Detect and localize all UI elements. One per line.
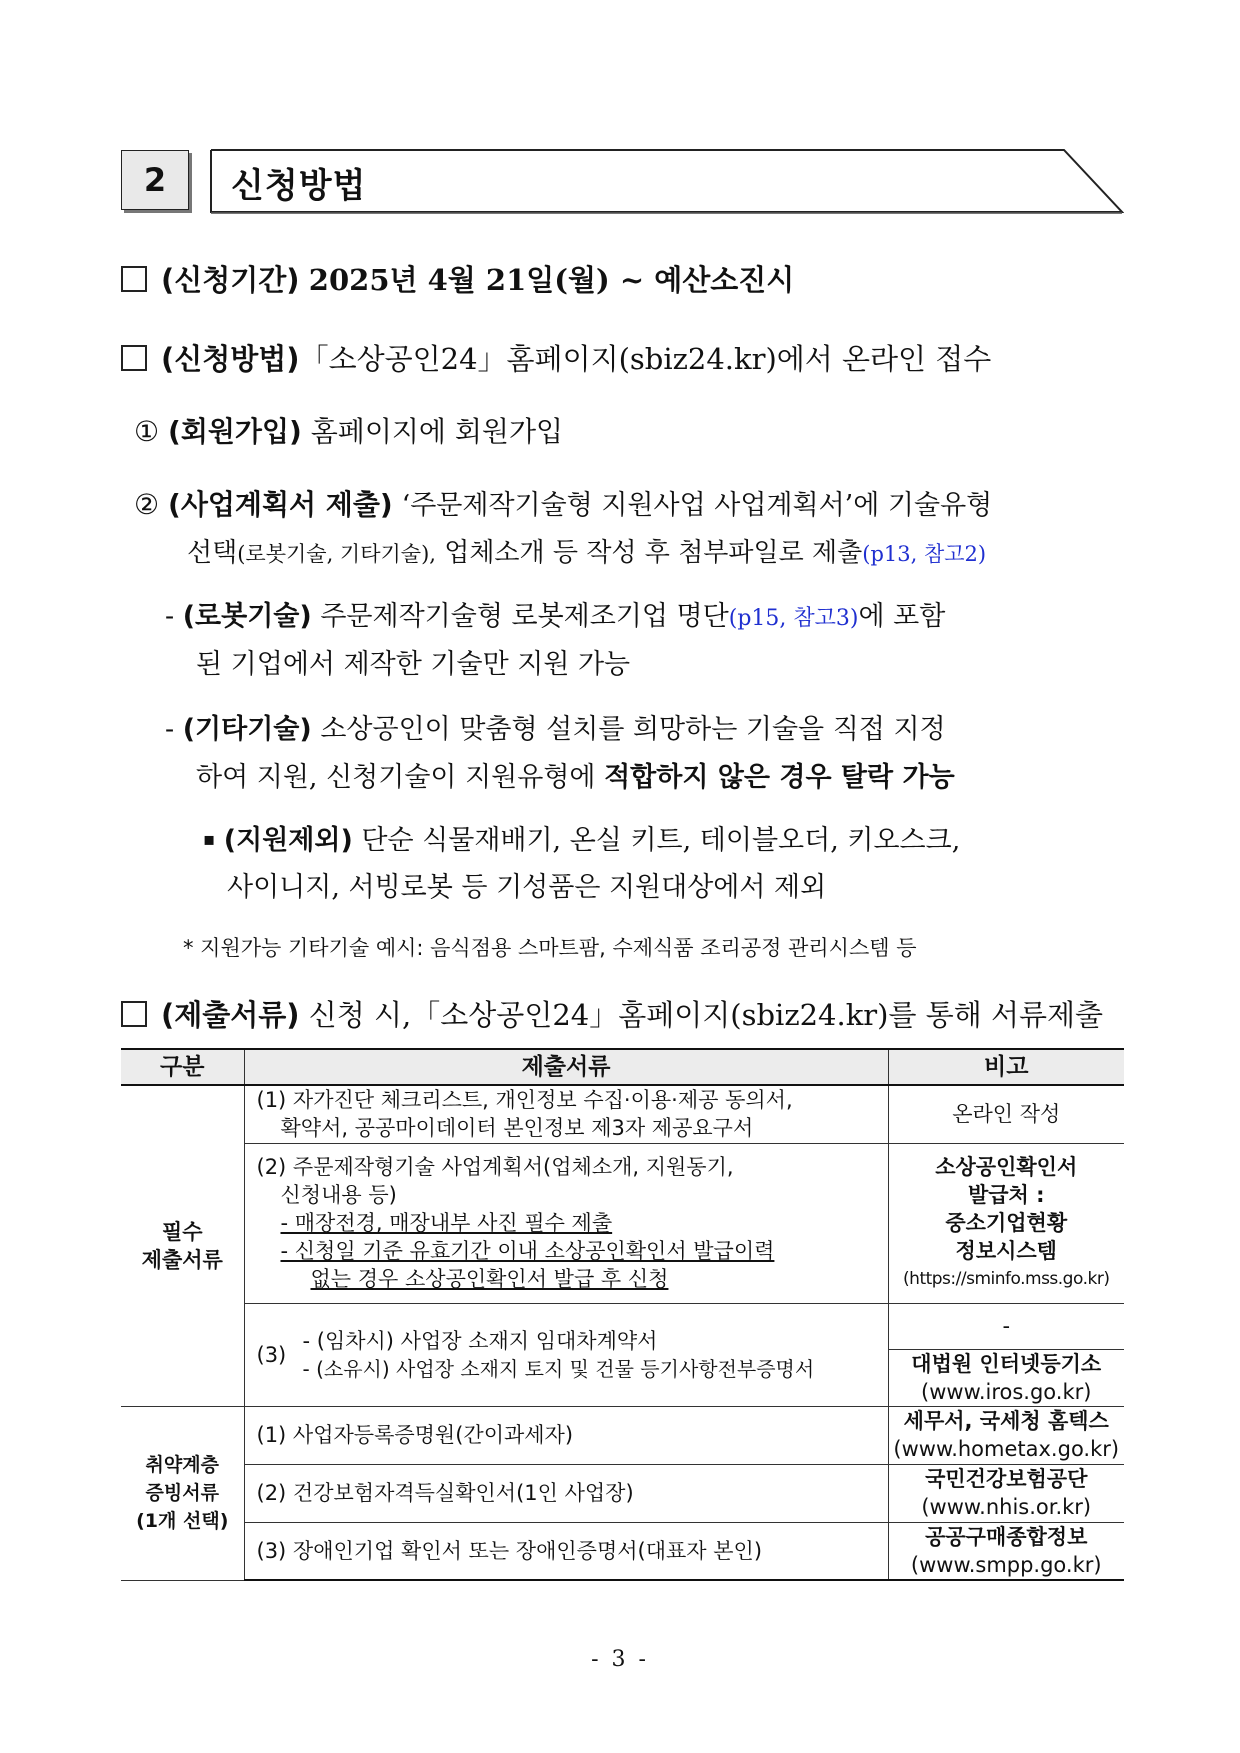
- robot-text2: 된 기업에서 제작한 기술만 지원 가능: [196, 649, 631, 680]
- table-row: [121, 1085, 1124, 1143]
- note-line: 소상공인확인서: [935, 1155, 1078, 1179]
- other-text2b: 적합하지 않은 경우 탈락 가능: [604, 762, 955, 793]
- robot-line1: [165, 599, 945, 637]
- checkbox-square-icon: [121, 345, 147, 371]
- header-notes: 비고: [888, 1049, 1124, 1085]
- doc-line: - 매장전경, 매장내부 사진 필수 제출: [280, 1211, 613, 1235]
- robot-label: (로봇기술): [182, 601, 312, 632]
- exclude-text1: 단순 식물재배기, 온실 키트, 테이블오더, 키오스크,: [361, 825, 961, 856]
- step2-label: (사업계획서 제출): [168, 488, 393, 521]
- robot-reference: (p15, 참고3): [728, 606, 859, 631]
- step1-number: ①: [134, 415, 160, 448]
- other-line2: [196, 760, 955, 796]
- note-line: (www.hometax.go.kr): [893, 1437, 1120, 1461]
- docs-intro-line: [121, 997, 1103, 1033]
- doc-line: (1) 자가진단 체크리스트, 개인정보 수집·이용·제공 동의서,: [256, 1088, 793, 1113]
- page-number: - 3 -: [591, 1647, 649, 1672]
- header-documents: 제출서류: [244, 1049, 888, 1085]
- checkbox-square-icon: [121, 1001, 147, 1027]
- doc-line: - (임차시) 사업장 소재지 임대차계약서: [302, 1328, 658, 1353]
- period-line: [121, 262, 794, 298]
- note-line: 중소기업현황: [945, 1211, 1068, 1235]
- section-title-box: [209, 148, 1124, 214]
- note-line: 발급처 :: [967, 1183, 1045, 1207]
- doc-line: - (소유시) 사업장 소재지 토지 및 건물 등기사항전부증명서: [302, 1356, 815, 1381]
- other-text2a: 하여 지원, 신청기술이 지원유형에: [196, 762, 596, 793]
- example-note: * 지원가능 기타기술 예시: 음식점용 스마트팜, 수제식품 조리공정 관리시스템 등: [183, 936, 917, 960]
- exclude-line2: [227, 870, 826, 906]
- doc-line: 없는 경우 소상공인확인서 발급 후 신청: [310, 1267, 669, 1291]
- exclude-text2: 사이니지, 서빙로봇 등 기성품은 지원대상에서 제외: [227, 872, 827, 903]
- step2-text2a: 선택: [187, 538, 238, 568]
- table-row: [121, 1522, 1124, 1580]
- required-category: [121, 1085, 244, 1406]
- required-label-line2: 제출서류: [141, 1247, 223, 1272]
- method-text: 「소상공인24」홈페이지(sbiz24.kr)에서 온라인 접수: [299, 342, 992, 376]
- robot-text1b: 에 포함: [858, 601, 946, 632]
- vulnerable-label-line3: (1개 선택): [136, 1510, 229, 1532]
- robot-dash: -: [165, 601, 175, 632]
- step2-text2c: 업체소개 등 작성 후 첨부파일로 제출: [444, 538, 863, 568]
- note-line: 대법원 인터넷등기소: [911, 1351, 1102, 1376]
- doc-line: (3): [256, 1342, 287, 1367]
- step1-label: (회원가입): [168, 415, 302, 448]
- doc-line: - 신청일 기준 유효기간 이내 소상공인확인서 발급이력: [280, 1239, 775, 1263]
- documents-table: [121, 1048, 1124, 1581]
- step2-line1: [134, 487, 992, 524]
- note-cell: [888, 1464, 1124, 1522]
- vulnerable-label-line1: 취약계층: [145, 1454, 219, 1476]
- header-category: 구분: [121, 1049, 244, 1085]
- doc-cell: (1) 사업자등록증명원(간이과세자): [244, 1406, 888, 1464]
- note-line: 정보시스템: [955, 1239, 1057, 1263]
- table-row: [121, 1464, 1124, 1522]
- exclude-label: (지원제외): [223, 825, 353, 856]
- note-line: (www.smpp.go.kr): [910, 1552, 1102, 1577]
- period-label: (신청기간): [161, 263, 300, 297]
- step1-text: 홈페이지에 회원가입: [310, 415, 564, 448]
- note-cell: 온라인 작성: [888, 1085, 1124, 1143]
- note-cell: [888, 1406, 1124, 1464]
- robot-line2: [196, 647, 630, 683]
- period-text: 2025년 4월 21일(월) ~ 예산소진시: [308, 263, 795, 297]
- note-cell: [888, 1522, 1124, 1580]
- step2-line2: [187, 535, 986, 572]
- method-line: [121, 341, 991, 377]
- note-line: (https://sminfo.mss.go.kr): [903, 1269, 1110, 1289]
- method-label: (신청방법): [161, 342, 300, 376]
- step2-number: ②: [134, 488, 160, 521]
- step1-line: [134, 414, 563, 450]
- doc-cell: [244, 1085, 888, 1143]
- docs-intro-text: 신청 시,「소상공인24」홈페이지(sbiz24.kr)를 통해 서류제출: [308, 998, 1104, 1032]
- table-header-row: [121, 1049, 1124, 1085]
- note-line: 국민건강보험공단: [925, 1467, 1088, 1491]
- other-line1: [165, 712, 946, 748]
- note-line: 공공구매종합정보: [925, 1524, 1088, 1549]
- robot-text1: 주문제작기술형 로봇제조기업 명단: [320, 601, 729, 632]
- docs-intro-label: (제출서류): [161, 998, 300, 1032]
- checkbox-square-icon: [121, 266, 147, 292]
- vulnerable-label-line2: 증빙서류: [145, 1482, 219, 1504]
- note-line: 세무서, 국세청 홈텍스: [903, 1409, 1109, 1433]
- doc-cell: [244, 1303, 888, 1406]
- note-line: (www.nhis.or.kr): [921, 1495, 1092, 1519]
- note-cell: [888, 1143, 1124, 1303]
- doc-cell: (2) 건강보험자격득실확인서(1인 사업장): [244, 1464, 888, 1522]
- note-cell: -: [888, 1303, 1124, 1349]
- square-bullet-icon: ▪: [203, 829, 216, 850]
- doc-cell: (3) 장애인기업 확인서 또는 장애인증명서(대표자 본인): [244, 1522, 888, 1580]
- step2-text1: ‘주문제작기술형 지원사업 사업계획서’에 기술유형: [401, 490, 993, 521]
- doc-line: 신청내용 등): [280, 1183, 397, 1207]
- doc-cell: [244, 1143, 888, 1303]
- table-row: [121, 1406, 1124, 1464]
- note-cell: [888, 1349, 1124, 1406]
- other-text1: 소상공인이 맞춤형 설치를 희망하는 기술을 직접 지정: [320, 714, 946, 745]
- required-label-line1: 필수: [161, 1219, 203, 1244]
- other-dash: -: [165, 714, 175, 745]
- section-number: 2: [121, 150, 189, 210]
- table-row: [121, 1143, 1124, 1303]
- doc-line: (2) 주문제작형기술 사업계획서(업체소개, 지원동기,: [256, 1155, 734, 1179]
- vulnerable-category: [121, 1406, 244, 1580]
- step2-text2b: (로봇기술, 기타기술),: [237, 542, 436, 566]
- section-title: 신청방법: [231, 166, 367, 206]
- doc-line: 확약서, 공공마이데이터 본인정보 제3자 제공요구서: [280, 1116, 754, 1141]
- step2-reference: (p13, 참고2): [862, 542, 987, 566]
- other-label: (기타기술): [182, 714, 312, 745]
- note-line: (www.iros.go.kr): [921, 1379, 1092, 1404]
- exclude-line1: [203, 822, 960, 859]
- table-row: [121, 1303, 1124, 1349]
